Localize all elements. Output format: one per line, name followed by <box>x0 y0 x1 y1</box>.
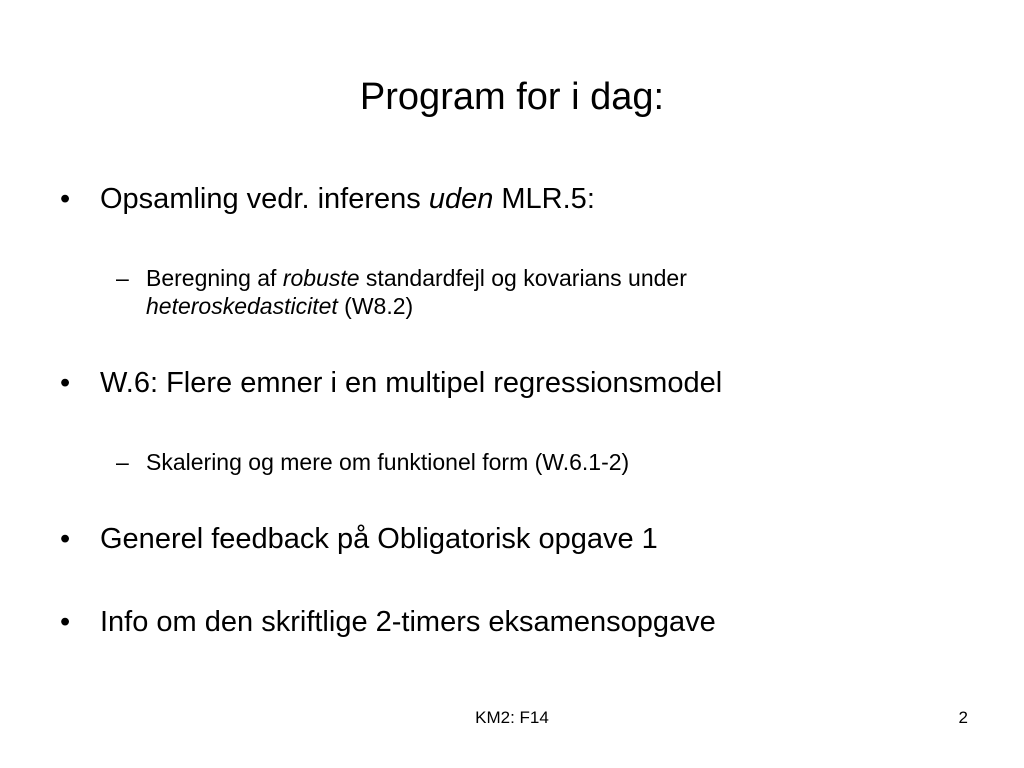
bullet-marker: • <box>60 523 71 555</box>
bullet-text: Generel feedback på Obligatorisk opgave 1 <box>100 523 658 555</box>
sub-bullet-text-part: (W8.2) <box>337 293 414 319</box>
slide-title: Program for i dag: <box>359 76 665 118</box>
sub-bullet-marker: – <box>116 449 129 475</box>
bullet-text-part: Opsamling vedr. inferens <box>100 183 429 215</box>
bullet-marker: • <box>60 183 71 215</box>
bullet-text-part: MLR.5: <box>493 183 595 215</box>
bullet-text-emphasis: uden <box>428 183 494 215</box>
sub-bullet-text-part: Beregning af <box>146 265 283 291</box>
sub-bullet-text-emphasis: robuste <box>282 265 360 291</box>
sub-bullet-marker: – <box>116 265 129 291</box>
sub-bullet-text <box>146 264 687 320</box>
footer-course-label: KM2: F14 <box>475 708 549 727</box>
sub-bullet-text: Skalering og mere om funktionel form (W.6.1-2) <box>146 449 630 475</box>
sub-bullet-text-emphasis: heteroskedasticitet <box>146 293 338 319</box>
sub-bullet-text-part: standardfejl og kovarians under <box>359 265 687 291</box>
bullet-text <box>100 182 595 216</box>
footer-page-number: 2 <box>958 708 968 727</box>
bullet-text: W.6: Flere emner i en multipel regressionsmodel <box>100 367 723 399</box>
bullet-marker: • <box>60 606 71 638</box>
bullet-marker: • <box>60 367 71 399</box>
bullet-text: Info om den skriftlige 2-timers eksamensopgave <box>100 606 716 638</box>
